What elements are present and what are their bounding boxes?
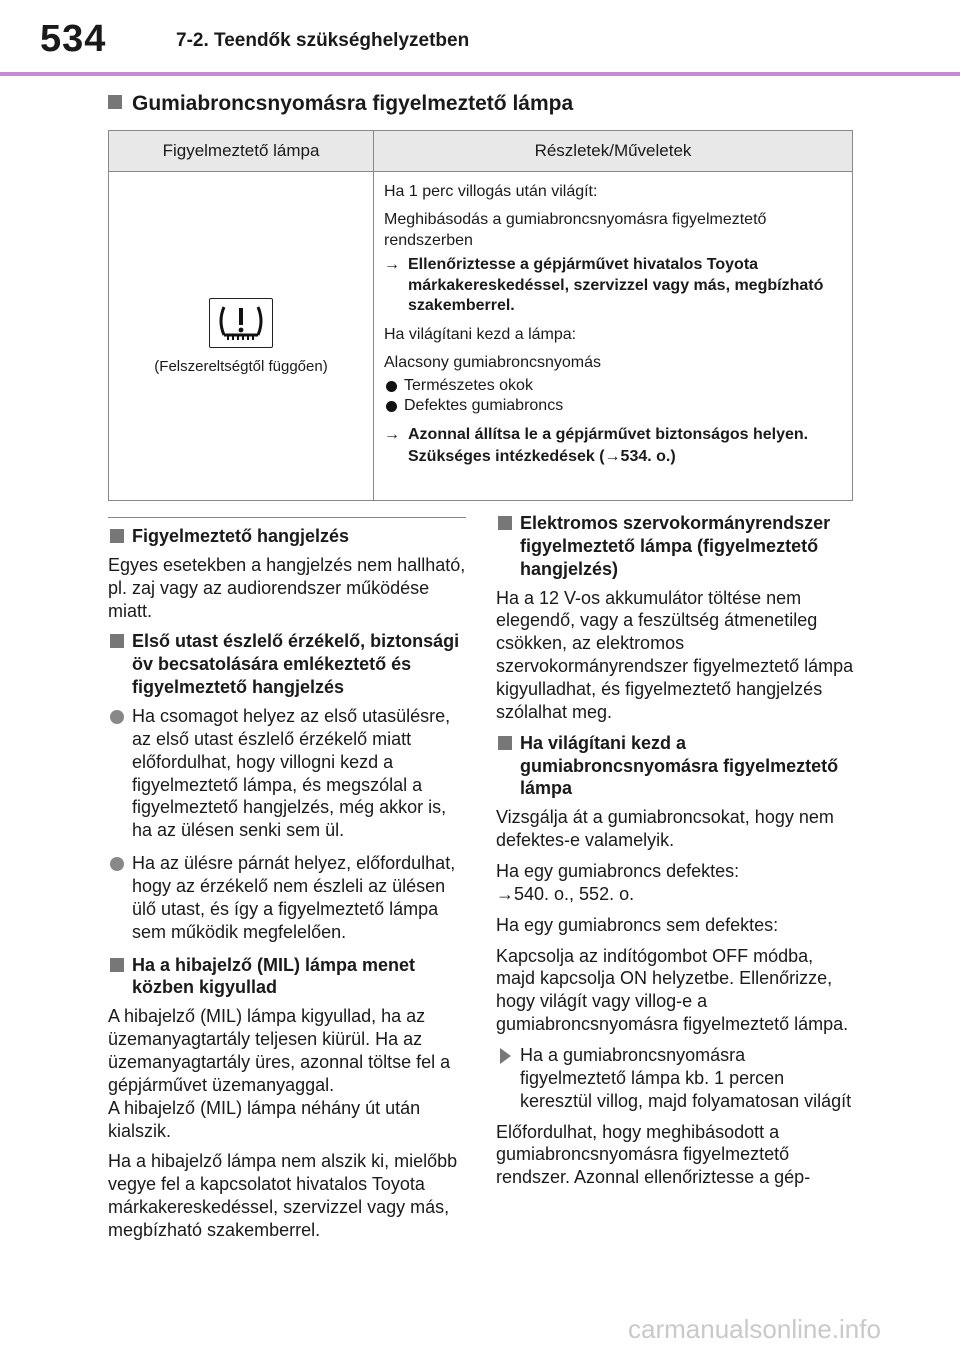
paragraph: Ha egy gumiabroncs sem defektes:	[496, 914, 779, 935]
subheading-text: Ha világítani kezd a gumiabroncsnyomásra figyelmeztető lámpa	[520, 732, 839, 799]
list-item	[108, 852, 466, 943]
list-item-text: Ha a gumiabroncsnyomásra figyelmeztető lámpa kb. 1 percen keresztül villog, majd folyamatosan világít	[520, 1045, 852, 1111]
page-reference: 540. o., 552. o.	[514, 883, 635, 904]
subheading-text: Elektromos szervokormányrendszer figyelmeztető lámpa (figyelmeztető hangjelzés)	[520, 513, 831, 579]
arrow-icon: →	[496, 883, 514, 904]
detail-line: Ha 1 perc villogás után világít:	[384, 183, 598, 200]
subheading	[108, 954, 466, 1000]
arrow-icon: →	[384, 256, 400, 274]
triangle-bullet-icon	[500, 1048, 511, 1064]
chapter-title: 7-2. Teendők szükséghelyzetben	[176, 30, 470, 51]
paragraph-text: Ha egy gumiabroncs defektes:	[496, 861, 740, 882]
list-item	[384, 396, 844, 416]
square-bullet-icon	[498, 736, 512, 750]
action-text: Ellenőriztesse a gépjárművet hivatalos Toyota márkakereskedéssel, szervizzel vagy más, megbízható szakemberrel.	[408, 256, 824, 315]
list-item-text: Defektes gumiabroncs	[404, 397, 564, 415]
bullet-icon	[386, 381, 397, 392]
list-item	[384, 376, 844, 396]
detail-line: Meghibásodás a gumiabroncsnyomásra figyelmeztető rendszerben	[384, 211, 767, 249]
section-title	[108, 92, 573, 116]
detail-line: Ha világítani kezd a lámpa:	[384, 325, 577, 343]
subheading-text: Első utast észlelő érzékelő, biztonsági öv becsatolására emlékeztető és figyelmeztető hangjelzés	[132, 631, 460, 698]
detail-line: Alacsony gumiabroncsnyomás	[384, 354, 601, 372]
page-header	[0, 0, 960, 76]
subheading-text: Figyelmeztető hangjelzés	[132, 526, 350, 546]
paragraph: Kapcsolja az indítógombot OFF módba, majd kapcsolja ON helyzetbe. Ellenőrizze, hogy világít vagy villog-e a gumiabroncsnyomásra figyelmeztető lámpa.	[496, 945, 849, 1035]
bullet-icon	[386, 401, 397, 412]
subheading	[496, 732, 854, 801]
action-line	[384, 255, 844, 316]
square-bullet-icon	[110, 958, 124, 972]
page-number: 534	[40, 18, 107, 60]
details-cell	[374, 172, 853, 501]
right-column	[496, 512, 854, 1197]
action-line	[384, 425, 844, 445]
paragraph	[496, 860, 854, 906]
watermark: carmanualsonline.info	[628, 1314, 881, 1344]
paragraph: Vizsgálja át a gumiabroncsokat, hogy nem defektes-e valamelyik.	[496, 807, 834, 851]
paragraph: Ha a hibajelző lámpa nem alszik ki, mielőbb vegye fel a kapcsolatot hivatalos Toyota márkakereskedéssel, szervizzel vagy más, megbízható szakemberrel.	[108, 1151, 458, 1241]
square-bullet-icon	[108, 95, 122, 109]
section-title-text: Gumiabroncsnyomásra figyelmeztető lámpa	[132, 92, 574, 115]
header-rule	[0, 72, 960, 76]
tire-pressure-warning-icon	[209, 298, 273, 348]
list-item	[108, 705, 466, 842]
table-header-lamp: Figyelmeztető lámpa	[109, 131, 374, 172]
subheading-text: Ha a hibajelző (MIL) lámpa menet közben kigyullad	[132, 954, 416, 998]
paragraph: Ha a 12 V-os akkumulátor töltése nem elegendő, vagy a feszültség átmenetileg csökken, az elektromos szervokormányrendszer figyelmeztető lámpa kigyulladhat, és figyelmeztető hangjelzés szólalhat meg.	[496, 587, 854, 722]
bullet-icon	[110, 857, 124, 871]
lamp-cell	[109, 172, 374, 501]
arrow-icon: →	[604, 448, 621, 466]
square-bullet-icon	[110, 529, 124, 543]
bullet-icon	[110, 710, 124, 724]
reference-line	[384, 447, 844, 467]
list-item-text: Ha csomagot helyez az első utasülésre, az első utast észlelő érzékelő miatt előfordulhat, hogy villogni kezd a figyelmeztető lámpa, és megszólal a figyelmeztető hangjelzés, még akkor is, ha az ülésen senki sem ül.	[132, 706, 451, 841]
paragraph: A hibajelző (MIL) lámpa kigyullad, ha az üzemanyagtartály teljesen kiürül. Ha az üzemanyagtartály üres, azonnal töltse fel a gépjárművet üzemanyaggal.	[108, 1006, 451, 1095]
reference-prefix: Szükséges intézkedések (	[408, 448, 605, 466]
subheading	[496, 512, 854, 581]
subheading	[108, 525, 466, 548]
paragraph: Előfordulhat, hogy meghibásodott a gumiabroncsnyomásra figyelmeztető rendszer. Azonnal ellenőriztesse a gép-	[496, 1121, 811, 1188]
table-header-details: Részletek/Műveletek	[374, 131, 853, 172]
square-bullet-icon	[110, 634, 124, 648]
list-item-text: Ha az ülésre párnát helyez, előfordulhat, hogy az érzékelő nem észleli az ülésen ülő utast, és így a figyelmeztető lámpa sem működik megfelelően.	[132, 853, 456, 942]
action-text: Azonnal állítsa le a gépjárművet biztonságos helyen.	[408, 425, 809, 443]
left-column	[108, 517, 466, 1250]
lamp-caption: (Felszereltségtől függően)	[154, 357, 328, 375]
paragraph: A hibajelző (MIL) lámpa néhány út után kialszik.	[108, 1097, 421, 1141]
list-item-text: Természetes okok	[404, 376, 533, 394]
arrow-icon: →	[384, 425, 400, 443]
square-bullet-icon	[498, 516, 512, 530]
paragraph: Egyes esetekben a hangjelzés nem hallható, pl. zaj vagy az audiorendszer működése miatt.	[108, 554, 466, 621]
page-reference: 534. o.)	[620, 448, 676, 466]
list-item	[496, 1044, 854, 1113]
warning-lamp-table	[108, 130, 853, 501]
subheading	[108, 630, 466, 699]
